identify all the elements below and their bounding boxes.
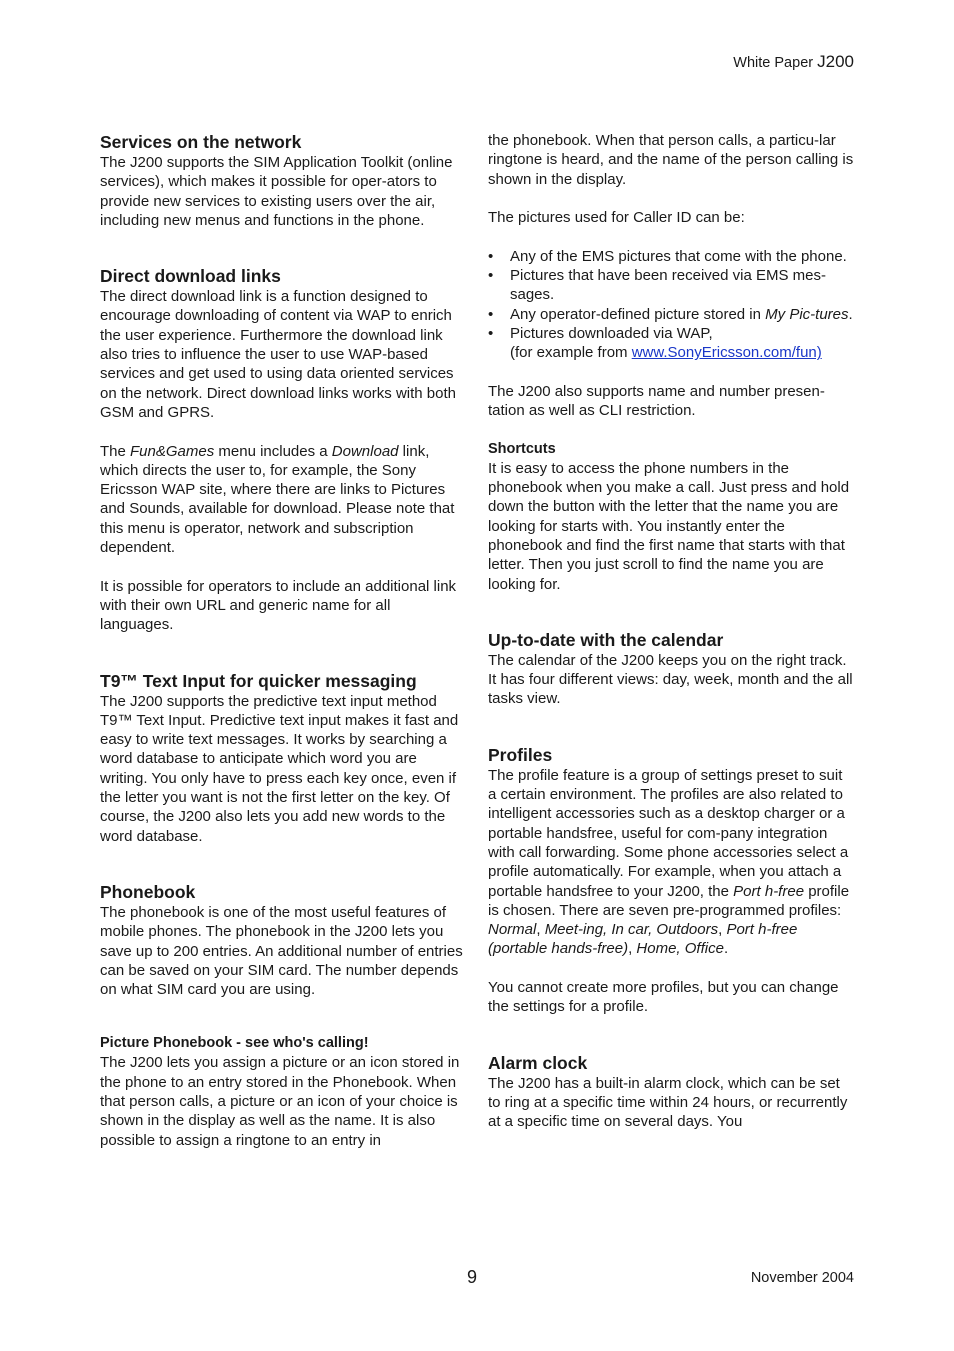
list-item: • Pictures downloaded via WAP, (for example from www.SonyEricsson.com/fun) [488, 324, 822, 362]
picture-phonebook-continued: the phonebook. When that person calls, a particu-lar ringtone is heard, and the name of the person calling is shown in the display. [488, 132, 854, 188]
services-heading: Services on the network [100, 132, 302, 152]
shortcuts-text: It is easy to access the phone numbers in the phonebook when you make a call. Just press and hold down the button with the letter that the name you are looking for starts with. You instantly enter the phonebook and find the first name that starts with that letter. Then you just scroll to find the name you are looking for. [488, 459, 850, 593]
t9-text: The J200 supports the predictive text input method T9™ Text Input. Predictive text input makes it fast and easy to write text messages. It works by searching a word database to anticipate which word you are writing. You only have to press each key once, even if the letter you want is not the first letter on the key. Of course, the J200 also lets you add new words to the word database. [100, 692, 459, 845]
sonyericsson-fun-link[interactable]: www.SonyEricsson.com/fun) [631, 344, 822, 362]
caller-id-intro: The pictures used for Caller ID can be: [488, 209, 745, 227]
profiles-paragraph-2: You cannot create more profiles, but you can change the settings for a profile. [488, 978, 839, 1016]
profiles-paragraph-1: The profile feature is a group of settings preset to suit a certain environment. The profiles are also related to intelligent accessories such as a desktop charger or a portable handsfree, useful for com-pany integration with call forwarding. Some phone accessories select a profile automatically. For example, when you attach a portable handsfree to your J200, the Port h-free profile is chosen. There are seven pre-programmed profiles: Normal, Meet-ing, In car, Outdoors, Port h-free (portable hands-free), Home, Office. [488, 766, 850, 958]
calendar-heading: Up-to-date with the calendar [488, 629, 724, 650]
picture-phonebook-text: The J200 lets you assign a picture or an icon stored in the phone to an entry stored in the Phonebook. When that person calls, a picture or an icon of your choice is shown in the display as well as the name. It is also possible to assign a ringtone to an entry in [100, 1054, 460, 1149]
download-paragraph-1: The direct download link is a function designed to encourage downloading of content via WAP to enrich the user experience. Furthermore the download link also tries to influence the user to use WAP-based services and get used to using data oriented services on the network. Direct download links works with both GSM and GPRS. [100, 288, 457, 421]
alarm-heading: Alarm clock [488, 1052, 588, 1073]
header-model: J200 [817, 52, 854, 71]
right-column [488, 131, 854, 1131]
page-header [733, 52, 854, 72]
list-item: • Any operator-defined picture stored in My Pic-tures. [488, 305, 853, 323]
picture-phonebook-heading: Picture Phonebook - see who's calling! [100, 1035, 369, 1052]
footer-date: November 2004 [750, 1270, 854, 1286]
phonebook-text: The phonebook is one of the most useful features of mobile phones. The phonebook in the J200 lets you save up to 200 entries. An additional number of entries can be saved on your SIM card. The number depends on what SIM card you are using. [100, 903, 463, 999]
t9-heading: T9™ Text Input for quicker messaging [100, 670, 417, 691]
cli-text: The J200 also supports name and number presen-tation as well as CLI restriction. [488, 382, 825, 420]
shortcuts-heading: Shortcuts [488, 440, 556, 457]
phonebook-heading: Phonebook [100, 881, 196, 902]
calendar-text: The calendar of the J200 keeps you on the right track. It has four different views: day, week, month and the all tasks view. [488, 651, 853, 708]
list-item: • Pictures that have been received via EMS mes-sages. [488, 267, 826, 304]
header-prefix: White Paper [733, 55, 814, 71]
page-number: 9 [467, 1267, 478, 1287]
services-text: The J200 supports the SIM Application Toolkit (online services), which makes it possible for oper-ators to provide new services to existing users over the air, including new menus and functions in the phone. [100, 154, 453, 229]
caller-id-list [488, 247, 854, 363]
list-item: • Any of the EMS pictures that come with the phone. [488, 247, 847, 265]
profiles-heading: Profiles [488, 744, 553, 765]
download-paragraph-3: It is possible for operators to include an additional link with their own URL and generic name for all languages. [100, 577, 457, 634]
download-paragraph-2: The Fun&Games menu includes a Download link, which directs the user to, for example, the Sony Ericsson WAP site, where there are links to Pictures and Sounds, available for download. Please note that this menu is operator, network and subscription dependent. [100, 442, 455, 557]
left-column [100, 131, 466, 1150]
alarm-text: The J200 has a built-in alarm clock, which can be set to ring at a specific time within 24 hours, or recurrently at a specific time on several days. You [488, 1074, 848, 1131]
download-heading: Direct download links [100, 266, 281, 287]
